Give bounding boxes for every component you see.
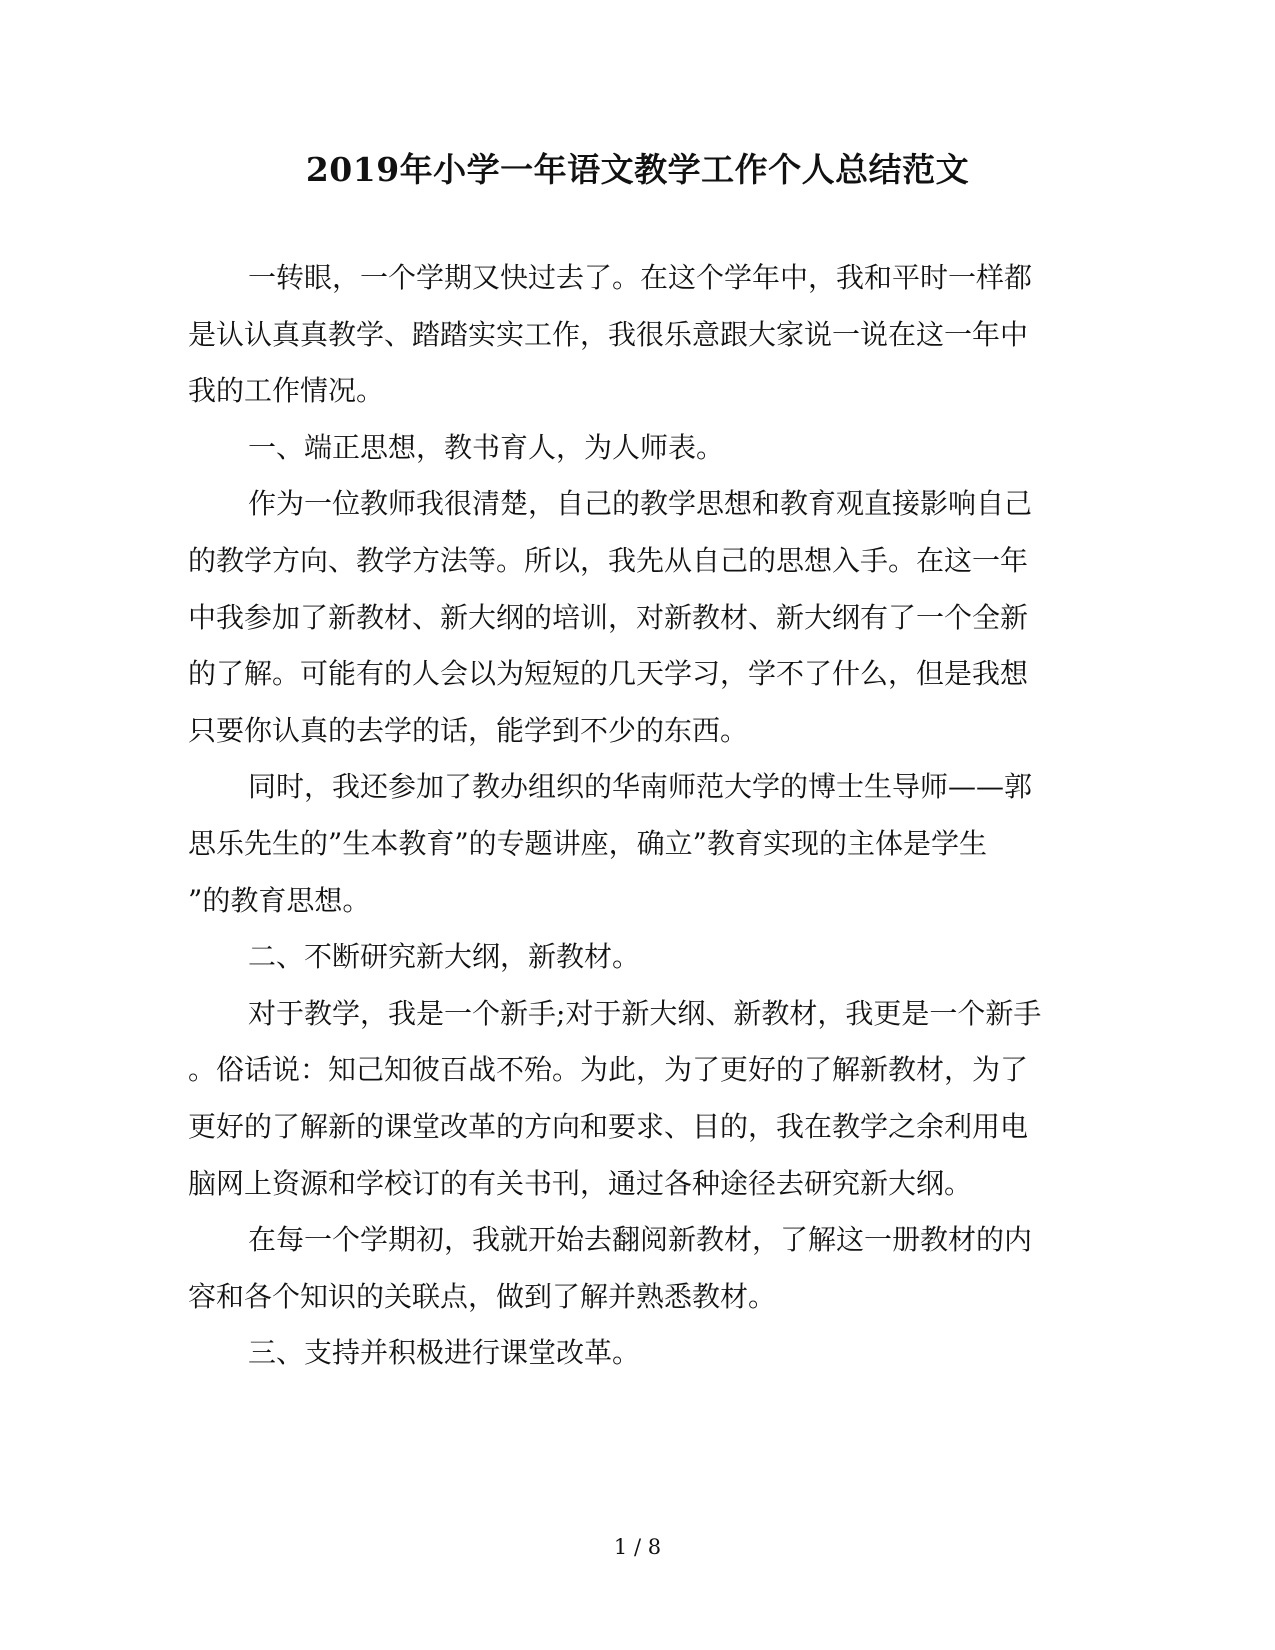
paragraph-line: ”的教育思想。	[188, 883, 371, 917]
paragraph-line: 是认认真真教学、踏踏实实工作，我很乐意跟大家说一说在这一年中	[188, 317, 1029, 351]
section-heading: 三、支持并积极进行课堂改革。	[248, 1336, 641, 1370]
paragraph-line: 。俗话说：知己知彼百战不殆。为此，为了更好的了解新教材，为了	[188, 1053, 1029, 1087]
paragraph-line: 作为一位教师我很清楚，自己的教学思想和教育观直接影响自己	[248, 487, 1033, 521]
paragraph-line: 在每一个学期初，我就开始去翻阅新教材，了解这一册教材的内	[248, 1223, 1033, 1257]
paragraph-line: 一转眼，一个学期又快过去了。在这个学年中，我和平时一样都	[248, 261, 1033, 294]
page-number: 1 / 8	[613, 1535, 662, 1559]
paragraph-line: 的了解。可能有的人会以为短短的几天学习，学不了什么，但是我想	[188, 657, 1029, 691]
paragraph-line: 中我参加了新教材、新大纲的培训，对新教材、新大纲有了一个全新	[188, 600, 1029, 634]
paragraph-line: 更好的了解新的课堂改革的方向和要求、目的，我在教学之余利用电	[188, 1109, 1029, 1143]
paragraph-line: 思乐先生的”生本教育”的专题讲座，确立”教育实现的主体是学生	[188, 826, 987, 860]
section-heading: 一、端正思想，教书育人，为人师表。	[248, 430, 725, 464]
section-heading: 二、不断研究新大纲，新教材。	[248, 940, 641, 974]
paragraph-line: 同时，我还参加了教办组织的华南师范大学的博士生导师——郭	[248, 770, 1033, 804]
paragraph-line: 只要你认真的去学的话，能学到不少的东西。	[188, 713, 749, 747]
paragraph-line: 我的工作情况。	[188, 374, 385, 408]
document-body	[188, 250, 1068, 1382]
paragraph-line: 容和各个知识的关联点，做到了解并熟悉教材。	[188, 1279, 777, 1313]
paragraph-line: 对于教学，我是一个新手;对于新大纲、新教材，我更是一个新手	[248, 996, 1042, 1030]
paragraph-line: 的教学方向、教学方法等。所以，我先从自己的思想入手。在这一年	[188, 543, 1029, 577]
document-title: 2019年小学一年语文教学工作个人总结范文	[305, 150, 970, 189]
paragraph-line: 脑网上资源和学校订的有关书刊，通过各种途径去研究新大纲。	[188, 1166, 973, 1200]
